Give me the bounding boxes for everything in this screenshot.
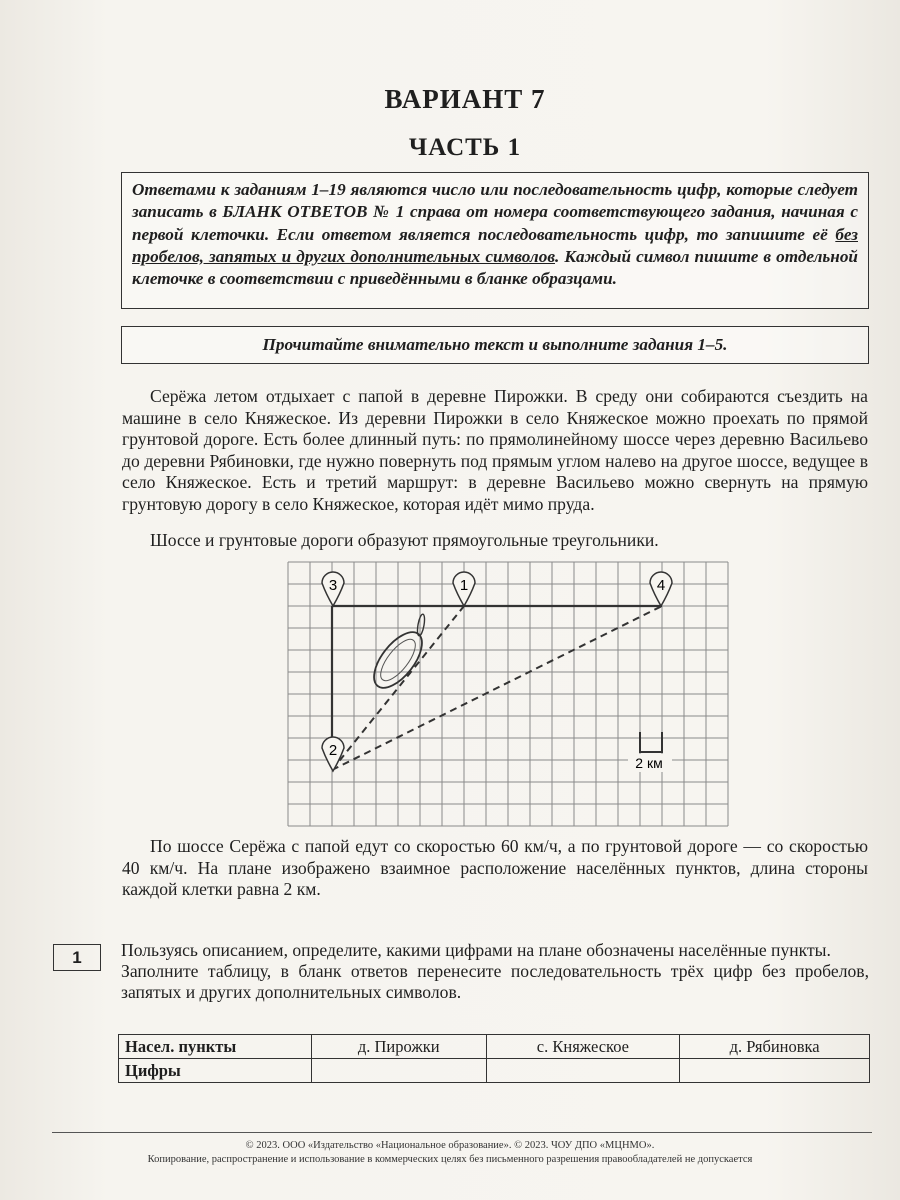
- table-col-ryabinovka: д. Рябиновка: [680, 1035, 870, 1059]
- answer-cell-pirozhki[interactable]: [312, 1059, 487, 1083]
- read-instruction-box: Прочитайте внимательно текст и выполните задания 1–5.: [121, 326, 869, 364]
- story-paragraph-3: По шоссе Серёжа с папой едут со скоростью 60 км/ч, а по грунтовой дороге — со скоростью 40 км/ч. На плане изображено взаимное расположение населённых пунктов, длина стороны каждой клетки равна 2 км.: [122, 836, 868, 899]
- table-row: [119, 1035, 870, 1059]
- table-col-pirozhki: д. Пирожки: [312, 1035, 487, 1059]
- scale-label: 2 км: [635, 755, 663, 771]
- instructions-underlined: без пробелов, запятых и других дополнительных символов: [132, 224, 858, 266]
- story-paragraph-2: Шоссе и грунтовые дороги образуют прямоугольные треугольники.: [150, 530, 659, 550]
- marker-label-3: 3: [328, 577, 338, 594]
- marker-4-icon: [650, 572, 672, 606]
- marker-label-1: 1: [459, 577, 469, 594]
- answer-cell-ryabinovka[interactable]: [680, 1059, 870, 1083]
- story-paragraph-1: Серёжа летом отдыхает с папой в деревне Пирожки. В среду они собираются съездить на машине в село Княжеское. Из деревни Пирожки в село Княжеское можно проехать по прямой грунтовой дороге. Есть более длинный путь: по прямолинейному шоссе через деревню Васильево до деревни Рябиновки, где нужно повернуть под прямым углом налево на другое шоссе, ведущее в село Княжеское. Есть и третий маршрут: в деревне Васильево можно свернуть на прямую грунтовую дорогу в село Княжеское, которая идёт мимо пруда.: [122, 386, 868, 514]
- instructions-text-after: . Каждый символ пишите в отдельной клеточке в соответствии с приведёнными в бланке образцами.: [132, 246, 858, 289]
- footer-notice: Копирование, распространение и использование в коммерческих целях без письменного разрешения правообладателей не допускается: [147, 1154, 753, 1165]
- marker-1-icon: [453, 572, 475, 606]
- table-row: [119, 1059, 870, 1083]
- footer-divider: [52, 1132, 872, 1133]
- answer-table: [118, 1034, 870, 1083]
- variant-title: ВАРИАНТ 7: [384, 84, 546, 114]
- task-number-box: 1: [53, 944, 101, 971]
- marker-3-icon: [322, 572, 344, 606]
- scale-bar: [640, 732, 662, 752]
- footer-copyright: © 2023. ООО «Издательство «Национальное образование». © 2023. ЧОУ ДПО «МЦНМО».: [245, 1140, 655, 1151]
- table-header-places: Насел. пункты: [119, 1035, 312, 1059]
- marker-2-icon: [322, 737, 344, 771]
- marker-label-2: 2: [328, 742, 338, 759]
- marker-label-4: 4: [656, 577, 666, 594]
- instructions-text-before: Ответами к заданиям 1–19 являются число или последовательность цифр, которые следует записать в БЛАНК ОТВЕТОВ № 1 справа от номера соответствующего задания, начиная с первой клеточки. Если ответом является последовательность цифр, то запишите её: [132, 180, 858, 244]
- table-header-digits: Цифры: [119, 1059, 312, 1083]
- table-col-knyazheskoe: с. Княжеское: [486, 1035, 680, 1059]
- task-line-1: Пользуясь описанием, определите, какими цифрами на плане обозначены населённые пункты.: [121, 940, 831, 960]
- answer-cell-knyazheskoe[interactable]: [486, 1059, 680, 1083]
- task-text: [121, 940, 869, 1003]
- task-line-2: Заполните таблицу, в бланк ответов перенесите последовательность трёх цифр без пробелов, запятых и других дополнительных символов.: [121, 961, 869, 1002]
- part-title: ЧАСТЬ 1: [408, 134, 522, 161]
